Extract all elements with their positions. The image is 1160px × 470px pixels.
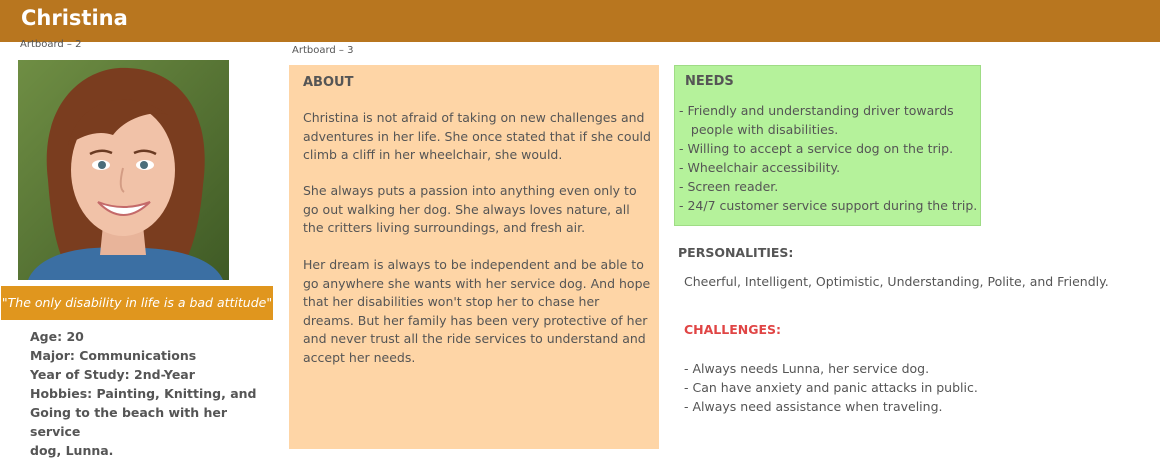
needs-panel xyxy=(674,65,981,226)
needs-item: people with disabilities. xyxy=(679,122,839,137)
needs-title: NEEDS xyxy=(685,74,734,89)
artboard-label-left: Artboard – 2 xyxy=(20,39,82,50)
artboard-label-right: Artboard – 3 xyxy=(292,45,354,56)
about-paragraph: Her dream is always to be independent and be able to go anywhere she wants with her service dog. And hope that her disabilities won't stop her to chase her dreams. But her family has been very protective of her and never trust all the ride services to understand and accept her needs. xyxy=(303,257,651,365)
about-paragraph: Christina is not afraid of taking on new challenges and adventures in her life. She once stated that if she could climb a cliff in her wheelchair, she would. xyxy=(303,110,651,162)
detail-hobbies-cont: Going to the beach with her service xyxy=(30,405,228,439)
about-panel xyxy=(289,65,659,449)
personalities-title: PERSONALITIES: xyxy=(678,245,794,260)
needs-item: - 24/7 customer service support during the trip. xyxy=(679,198,978,213)
detail-age: Age: 20 xyxy=(30,329,84,344)
needs-list xyxy=(679,101,977,215)
about-paragraph: She always puts a passion into anything even only to go out walking her dog. She always loves nature, all the critters living surroundings, and fresh air. xyxy=(303,183,637,235)
detail-year: Year of Study: 2nd-Year xyxy=(30,367,195,382)
persona-quote: "The only disability in life is a bad attitude" xyxy=(1,286,273,320)
persona-photo xyxy=(18,60,229,280)
persona-details xyxy=(30,327,275,460)
detail-hobbies-cont: dog, Lunna. xyxy=(30,443,114,458)
challenge-item: - Can have anxiety and panic attacks in public. xyxy=(684,380,978,395)
needs-item: - Wheelchair accessibility. xyxy=(679,160,841,175)
portrait-illustration xyxy=(18,60,229,280)
challenges-list xyxy=(684,359,978,416)
detail-major: Major: Communications xyxy=(30,348,197,363)
detail-hobbies: Hobbies: Painting, Knitting, and xyxy=(30,386,257,401)
needs-item: - Screen reader. xyxy=(679,179,779,194)
personalities-text: Cheerful, Intelligent, Optimistic, Understanding, Polite, and Friendly. xyxy=(684,274,1109,289)
about-title: ABOUT xyxy=(303,75,354,90)
needs-item: - Willing to accept a service dog on the trip. xyxy=(679,141,954,156)
persona-name: Christina xyxy=(21,6,128,30)
challenge-item: - Always needs Lunna, her service dog. xyxy=(684,361,930,376)
challenge-item: - Always need assistance when traveling. xyxy=(684,399,943,414)
needs-item: - Friendly and understanding driver towards xyxy=(679,103,954,118)
challenges-title: CHALLENGES: xyxy=(684,322,782,337)
header-bar xyxy=(0,0,1160,42)
